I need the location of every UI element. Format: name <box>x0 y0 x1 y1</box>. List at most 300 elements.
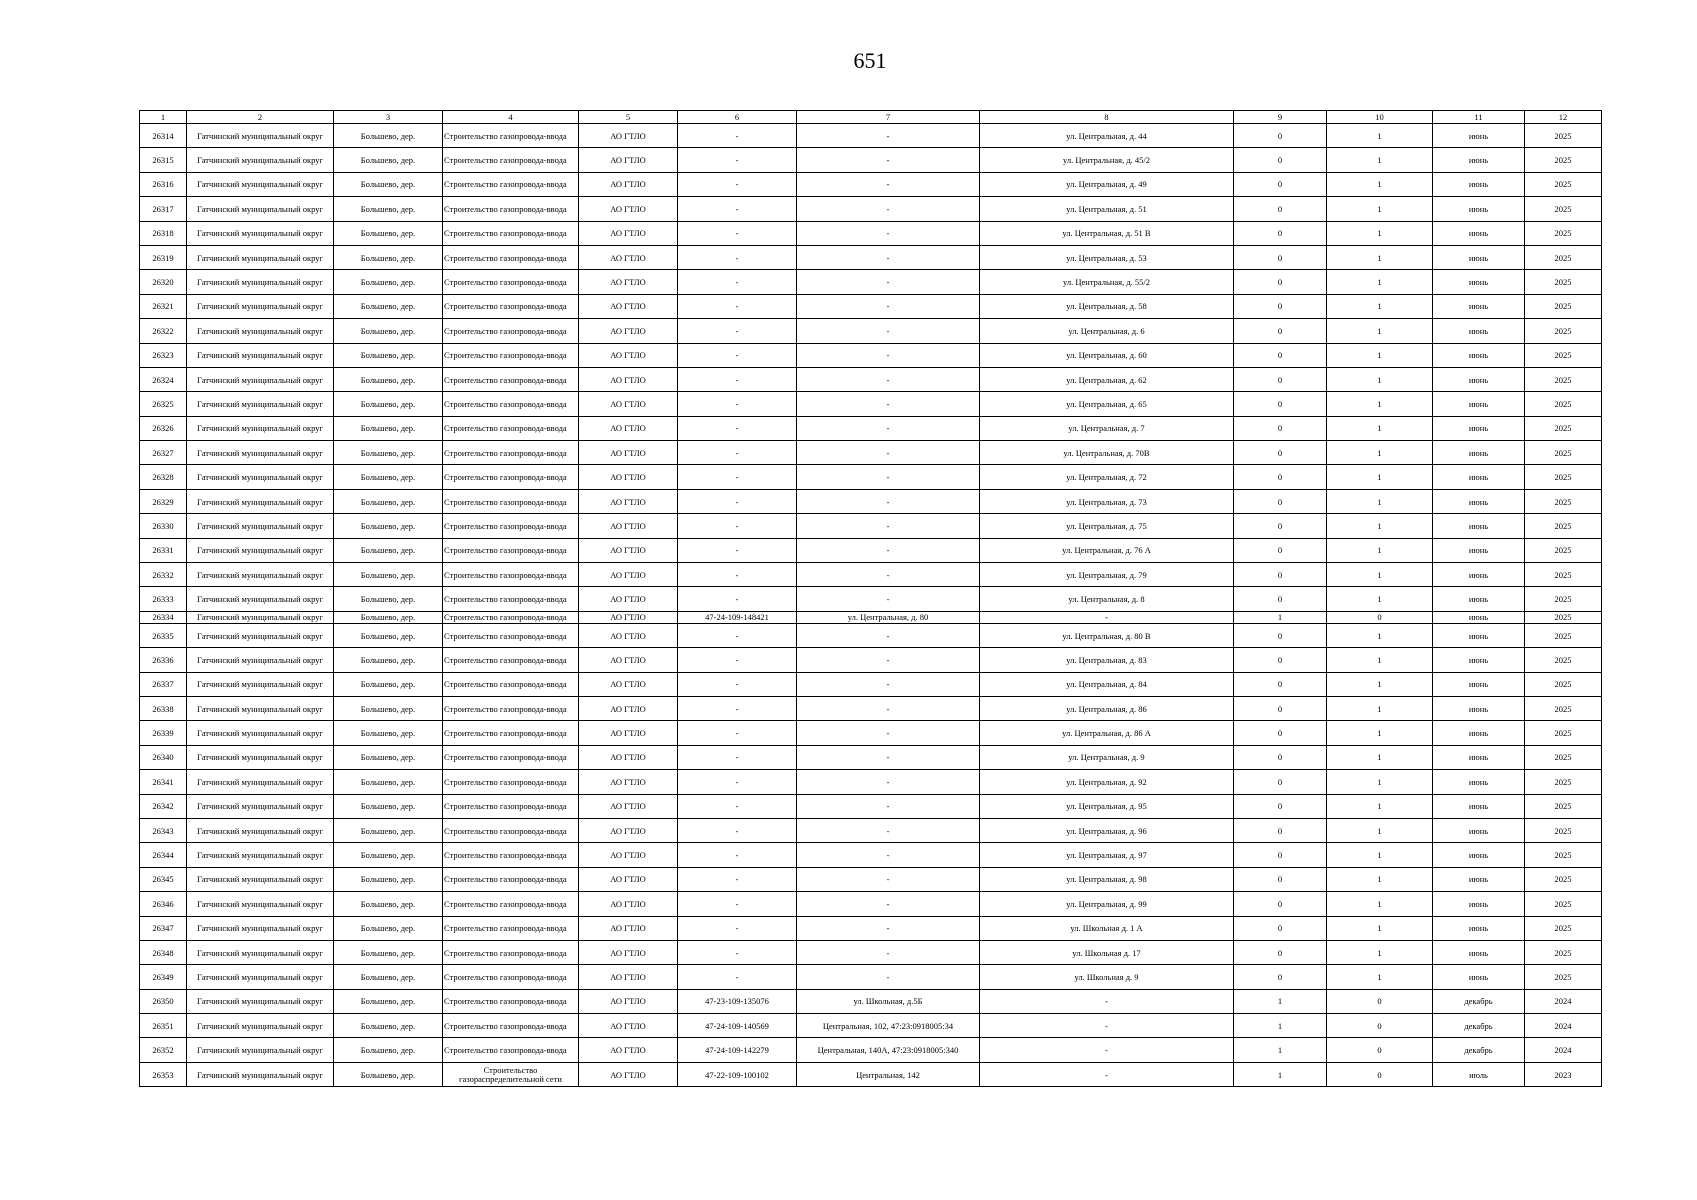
table-cell-col-12: 2025 <box>1525 319 1602 343</box>
table-cell-col-2: Гатчинский муниципальный округ <box>187 721 334 745</box>
table-cell-col-3: Большево, дер. <box>334 1038 443 1062</box>
table-cell-col-5: АО ГТЛО <box>579 623 678 647</box>
table-cell-col-2: Гатчинский муниципальный округ <box>187 1062 334 1086</box>
table-cell-col-11: июнь <box>1433 770 1525 794</box>
table-cell-col-10: 1 <box>1327 721 1433 745</box>
table-row <box>140 916 1602 940</box>
table-cell-col-7: - <box>797 940 980 964</box>
table-cell-col-3: Большево, дер. <box>334 465 443 489</box>
table-cell-col-3: Большево, дер. <box>334 843 443 867</box>
table-cell-col-3: Большево, дер. <box>334 270 443 294</box>
table-cell-col-11: июнь <box>1433 696 1525 720</box>
table-cell-col-5: АО ГТЛО <box>579 221 678 245</box>
table-cell-col-10: 1 <box>1327 587 1433 611</box>
table-cell-col-7: Центральная, 142 <box>797 1062 980 1086</box>
table-cell-col-5: АО ГТЛО <box>579 416 678 440</box>
table-cell-col-3: Большево, дер. <box>334 319 443 343</box>
table-cell-col-5: АО ГТЛО <box>579 867 678 891</box>
table-cell-col-2: Гатчинский муниципальный округ <box>187 587 334 611</box>
table-row <box>140 989 1602 1013</box>
table-cell-col-12: 2025 <box>1525 563 1602 587</box>
table-cell-col-7: - <box>797 343 980 367</box>
table-cell-col-3: Большево, дер. <box>334 245 443 269</box>
table-cell-col-8: ул. Центральная, д. 44 <box>980 124 1234 148</box>
table-cell-col-1: 26342 <box>140 794 187 818</box>
table-cell-col-8: ул. Центральная, д. 97 <box>980 843 1234 867</box>
table-cell-col-10: 1 <box>1327 648 1433 672</box>
table-cell-col-11: июнь <box>1433 367 1525 391</box>
table-cell-col-4: Строительство газопровода-ввода <box>443 989 579 1013</box>
table-cell-col-3: Большево, дер. <box>334 489 443 513</box>
table-cell-col-3: Большево, дер. <box>334 696 443 720</box>
table-cell-col-1: 26349 <box>140 965 187 989</box>
table-cell-col-1: 26325 <box>140 392 187 416</box>
table-cell-col-1: 26336 <box>140 648 187 672</box>
table-cell-col-4: Строительство газопровода-ввода <box>443 270 579 294</box>
table-cell-col-12: 2025 <box>1525 465 1602 489</box>
table-cell-col-6: - <box>678 270 797 294</box>
table-cell-col-11: июнь <box>1433 794 1525 818</box>
table-cell-col-3: Большево, дер. <box>334 611 443 623</box>
table-cell-col-6: - <box>678 916 797 940</box>
table-cell-col-4: Строительство газопровода-ввода <box>443 441 579 465</box>
table-cell-col-10: 1 <box>1327 270 1433 294</box>
table-cell-col-6: - <box>678 514 797 538</box>
table-cell-col-6: - <box>678 441 797 465</box>
table-cell-col-7: - <box>797 794 980 818</box>
table-cell-col-11: июнь <box>1433 843 1525 867</box>
table-cell-col-12: 2025 <box>1525 392 1602 416</box>
table-cell-col-5: АО ГТЛО <box>579 441 678 465</box>
table-cell-col-9: 0 <box>1234 367 1327 391</box>
table-cell-col-3: Большево, дер. <box>334 294 443 318</box>
table-cell-col-1: 26320 <box>140 270 187 294</box>
table-row <box>140 623 1602 647</box>
table-cell-col-12: 2025 <box>1525 648 1602 672</box>
table-cell-col-7: Центральная, 140А, 47:23:0918005:340 <box>797 1038 980 1062</box>
table-cell-col-10: 1 <box>1327 940 1433 964</box>
table-cell-col-10: 1 <box>1327 465 1433 489</box>
table-cell-col-3: Большево, дер. <box>334 794 443 818</box>
column-header-5: 5 <box>579 111 678 124</box>
table-cell-col-10: 1 <box>1327 770 1433 794</box>
table-cell-col-7: - <box>797 696 980 720</box>
table-cell-col-9: 1 <box>1234 989 1327 1013</box>
table-cell-col-10: 1 <box>1327 843 1433 867</box>
table-cell-col-12: 2025 <box>1525 623 1602 647</box>
table-cell-col-2: Гатчинский муниципальный округ <box>187 794 334 818</box>
table-cell-col-5: АО ГТЛО <box>579 392 678 416</box>
table-cell-col-3: Большево, дер. <box>334 172 443 196</box>
table-cell-col-11: июнь <box>1433 563 1525 587</box>
table-cell-col-1: 26324 <box>140 367 187 391</box>
table-cell-col-7: - <box>797 965 980 989</box>
table-cell-col-2: Гатчинский муниципальный округ <box>187 623 334 647</box>
table-cell-col-2: Гатчинский муниципальный округ <box>187 1038 334 1062</box>
table-cell-col-11: июнь <box>1433 221 1525 245</box>
table-cell-col-4: Строительство газопровода-ввода <box>443 148 579 172</box>
table-cell-col-12: 2025 <box>1525 611 1602 623</box>
table-cell-col-12: 2025 <box>1525 843 1602 867</box>
table-cell-col-9: 0 <box>1234 172 1327 196</box>
table-cell-col-10: 1 <box>1327 441 1433 465</box>
table-cell-col-2: Гатчинский муниципальный округ <box>187 172 334 196</box>
table-cell-col-12: 2024 <box>1525 1038 1602 1062</box>
table-cell-col-10: 1 <box>1327 623 1433 647</box>
table-cell-col-4: Строительство газопровода-ввода <box>443 294 579 318</box>
table-cell-col-7: - <box>797 563 980 587</box>
table-cell-col-6: - <box>678 672 797 696</box>
table-cell-col-3: Большево, дер. <box>334 892 443 916</box>
table-cell-col-8: ул. Центральная, д. 8 <box>980 587 1234 611</box>
table-cell-col-2: Гатчинский муниципальный округ <box>187 770 334 794</box>
table-cell-col-8: ул. Центральная, д. 53 <box>980 245 1234 269</box>
table-cell-col-6: - <box>678 843 797 867</box>
column-header-1: 1 <box>140 111 187 124</box>
table-cell-col-4: Строительство газопровода-ввода <box>443 965 579 989</box>
table-cell-col-11: июнь <box>1433 172 1525 196</box>
table-cell-col-1: 26335 <box>140 623 187 647</box>
table-cell-col-9: 0 <box>1234 794 1327 818</box>
table-cell-col-2: Гатчинский муниципальный округ <box>187 514 334 538</box>
table-row <box>140 245 1602 269</box>
table-cell-col-2: Гатчинский муниципальный округ <box>187 538 334 562</box>
table-cell-col-6: - <box>678 197 797 221</box>
table-cell-col-3: Большево, дер. <box>334 221 443 245</box>
table-cell-col-4: Строительство газопровода-ввода <box>443 1038 579 1062</box>
table-cell-col-9: 0 <box>1234 416 1327 440</box>
table-cell-col-9: 1 <box>1234 1014 1327 1038</box>
table-cell-col-11: июнь <box>1433 148 1525 172</box>
table-cell-col-8: ул. Центральная, д. 72 <box>980 465 1234 489</box>
table-cell-col-9: 0 <box>1234 892 1327 916</box>
column-header-9: 9 <box>1234 111 1327 124</box>
table-cell-col-9: 0 <box>1234 672 1327 696</box>
table-cell-col-11: декабрь <box>1433 989 1525 1013</box>
table-cell-col-3: Большево, дер. <box>334 538 443 562</box>
table-cell-col-4: Строительство газопровода-ввода <box>443 587 579 611</box>
table-row <box>140 270 1602 294</box>
table-cell-col-8: ул. Центральная, д. 51 В <box>980 221 1234 245</box>
table-cell-col-7: - <box>797 319 980 343</box>
table-cell-col-7: - <box>797 892 980 916</box>
table-cell-col-2: Гатчинский муниципальный округ <box>187 416 334 440</box>
table-cell-col-5: АО ГТЛО <box>579 940 678 964</box>
table-cell-col-6: - <box>678 124 797 148</box>
table-cell-col-7: - <box>797 197 980 221</box>
table-cell-col-11: июнь <box>1433 940 1525 964</box>
table-cell-col-9: 0 <box>1234 465 1327 489</box>
table-cell-col-9: 0 <box>1234 245 1327 269</box>
table-cell-col-11: июнь <box>1433 416 1525 440</box>
table-row <box>140 514 1602 538</box>
table-cell-col-4: Строительство газопровода-ввода <box>443 538 579 562</box>
table-cell-col-11: июнь <box>1433 270 1525 294</box>
table-cell-col-9: 0 <box>1234 696 1327 720</box>
table-cell-col-9: 1 <box>1234 611 1327 623</box>
table-cell-col-5: АО ГТЛО <box>579 465 678 489</box>
table-cell-col-12: 2025 <box>1525 343 1602 367</box>
table-row <box>140 1062 1602 1086</box>
table-cell-col-10: 1 <box>1327 392 1433 416</box>
table-cell-col-3: Большево, дер. <box>334 587 443 611</box>
table-row <box>140 319 1602 343</box>
table-cell-col-8: ул. Центральная, д. 84 <box>980 672 1234 696</box>
table-cell-col-7: - <box>797 867 980 891</box>
table-cell-col-1: 26338 <box>140 696 187 720</box>
table-cell-col-1: 26343 <box>140 818 187 842</box>
table-cell-col-5: АО ГТЛО <box>579 172 678 196</box>
table-cell-col-7: - <box>797 270 980 294</box>
table-cell-col-1: 26318 <box>140 221 187 245</box>
table-cell-col-9: 0 <box>1234 563 1327 587</box>
table-cell-col-4: Строительство газопровода-ввода <box>443 843 579 867</box>
table-cell-col-6: - <box>678 489 797 513</box>
table-cell-col-7: - <box>797 294 980 318</box>
table-cell-col-2: Гатчинский муниципальный округ <box>187 818 334 842</box>
table-cell-col-6: 47-24-109-142279 <box>678 1038 797 1062</box>
table-cell-col-10: 1 <box>1327 818 1433 842</box>
table-cell-col-4: Строительство газопровода-ввода <box>443 1014 579 1038</box>
table-cell-col-11: июнь <box>1433 489 1525 513</box>
table-cell-col-4: Строительство газопровода-ввода <box>443 745 579 769</box>
table-cell-col-6: - <box>678 587 797 611</box>
table-cell-col-5: АО ГТЛО <box>579 794 678 818</box>
table-cell-col-4: Строительство газопровода-ввода <box>443 489 579 513</box>
table-cell-col-10: 1 <box>1327 514 1433 538</box>
table-cell-col-2: Гатчинский муниципальный округ <box>187 696 334 720</box>
table-cell-col-2: Гатчинский муниципальный округ <box>187 892 334 916</box>
table-cell-col-6: - <box>678 343 797 367</box>
table-row <box>140 696 1602 720</box>
table-cell-col-11: июнь <box>1433 441 1525 465</box>
table-cell-col-9: 0 <box>1234 124 1327 148</box>
table-cell-col-10: 0 <box>1327 611 1433 623</box>
table-row <box>140 124 1602 148</box>
table-row <box>140 221 1602 245</box>
table-cell-col-12: 2025 <box>1525 441 1602 465</box>
table-row <box>140 465 1602 489</box>
table-cell-col-1: 26332 <box>140 563 187 587</box>
table-cell-col-8: ул. Центральная, д. 83 <box>980 648 1234 672</box>
table-cell-col-1: 26317 <box>140 197 187 221</box>
table-cell-col-1: 26327 <box>140 441 187 465</box>
table-cell-col-8: - <box>980 1062 1234 1086</box>
table-cell-col-11: июнь <box>1433 611 1525 623</box>
table-cell-col-12: 2025 <box>1525 892 1602 916</box>
table-cell-col-10: 1 <box>1327 489 1433 513</box>
table-cell-col-2: Гатчинский муниципальный округ <box>187 294 334 318</box>
table-cell-col-4: Строительство газопровода-ввода <box>443 514 579 538</box>
table-cell-col-2: Гатчинский муниципальный округ <box>187 648 334 672</box>
table-cell-col-6: 47-22-109-100102 <box>678 1062 797 1086</box>
table-cell-col-10: 1 <box>1327 294 1433 318</box>
table-cell-col-12: 2025 <box>1525 965 1602 989</box>
table-cell-col-8: ул. Школьная д. 1 А <box>980 916 1234 940</box>
table-row <box>140 1014 1602 1038</box>
table-cell-col-11: июнь <box>1433 672 1525 696</box>
table-cell-col-10: 0 <box>1327 1038 1433 1062</box>
table-cell-col-8: ул. Центральная, д. 86 <box>980 696 1234 720</box>
table-cell-col-11: декабрь <box>1433 1014 1525 1038</box>
table-cell-col-9: 0 <box>1234 538 1327 562</box>
table-cell-col-4: Строительство газораспределительной сети <box>443 1062 579 1086</box>
table-cell-col-4: Строительство газопровода-ввода <box>443 563 579 587</box>
table-row <box>140 843 1602 867</box>
table-cell-col-2: Гатчинский муниципальный округ <box>187 221 334 245</box>
table-cell-col-8: ул. Центральная, д. 51 <box>980 197 1234 221</box>
table-cell-col-12: 2025 <box>1525 148 1602 172</box>
table-cell-col-4: Строительство газопровода-ввода <box>443 416 579 440</box>
table-cell-col-10: 1 <box>1327 892 1433 916</box>
table-row <box>140 172 1602 196</box>
table-cell-col-12: 2025 <box>1525 770 1602 794</box>
table-cell-col-6: - <box>678 745 797 769</box>
table-cell-col-9: 0 <box>1234 648 1327 672</box>
table-cell-col-8: ул. Центральная, д. 92 <box>980 770 1234 794</box>
table-cell-col-9: 0 <box>1234 745 1327 769</box>
table-cell-col-12: 2025 <box>1525 940 1602 964</box>
table-cell-col-6: - <box>678 867 797 891</box>
table-cell-col-11: июнь <box>1433 294 1525 318</box>
table-cell-col-5: АО ГТЛО <box>579 245 678 269</box>
table-cell-col-11: июнь <box>1433 319 1525 343</box>
table-cell-col-11: июль <box>1433 1062 1525 1086</box>
table-cell-col-12: 2025 <box>1525 818 1602 842</box>
table-cell-col-5: АО ГТЛО <box>579 965 678 989</box>
table-row <box>140 965 1602 989</box>
table-cell-col-12: 2025 <box>1525 489 1602 513</box>
table-cell-col-5: АО ГТЛО <box>579 319 678 343</box>
table-cell-col-5: АО ГТЛО <box>579 745 678 769</box>
table-row <box>140 721 1602 745</box>
table-cell-col-10: 1 <box>1327 672 1433 696</box>
table-cell-col-3: Большево, дер. <box>334 514 443 538</box>
table-cell-col-3: Большево, дер. <box>334 197 443 221</box>
table-cell-col-2: Гатчинский муниципальный округ <box>187 940 334 964</box>
table-row <box>140 818 1602 842</box>
table-cell-col-9: 0 <box>1234 623 1327 647</box>
table-cell-col-7: - <box>797 672 980 696</box>
table-cell-col-1: 26351 <box>140 1014 187 1038</box>
table-cell-col-6: - <box>678 770 797 794</box>
table-cell-col-4: Строительство газопровода-ввода <box>443 672 579 696</box>
table-cell-col-12: 2024 <box>1525 1014 1602 1038</box>
table-cell-col-3: Большево, дер. <box>334 148 443 172</box>
table-cell-col-2: Гатчинский муниципальный округ <box>187 745 334 769</box>
table-cell-col-7: - <box>797 587 980 611</box>
table-cell-col-9: 0 <box>1234 197 1327 221</box>
column-header-8: 8 <box>980 111 1234 124</box>
table-cell-col-3: Большево, дер. <box>334 965 443 989</box>
table-cell-col-8: - <box>980 1014 1234 1038</box>
table-cell-col-11: июнь <box>1433 892 1525 916</box>
table-cell-col-8: ул. Центральная, д. 79 <box>980 563 1234 587</box>
table-cell-col-6: - <box>678 794 797 818</box>
table-cell-col-1: 26319 <box>140 245 187 269</box>
table-cell-col-11: июнь <box>1433 538 1525 562</box>
table-cell-col-1: 26339 <box>140 721 187 745</box>
table-cell-col-9: 0 <box>1234 392 1327 416</box>
table-cell-col-7: - <box>797 441 980 465</box>
table-cell-col-11: июнь <box>1433 343 1525 367</box>
table-cell-col-5: АО ГТЛО <box>579 721 678 745</box>
table-cell-col-10: 1 <box>1327 538 1433 562</box>
table-cell-col-3: Большево, дер. <box>334 818 443 842</box>
table-cell-col-1: 26345 <box>140 867 187 891</box>
table-cell-col-10: 1 <box>1327 197 1433 221</box>
table-cell-col-5: АО ГТЛО <box>579 611 678 623</box>
table-cell-col-1: 26330 <box>140 514 187 538</box>
table-cell-col-7: - <box>797 745 980 769</box>
table-cell-col-12: 2025 <box>1525 672 1602 696</box>
table-cell-col-8: ул. Центральная, д. 73 <box>980 489 1234 513</box>
table-cell-col-5: АО ГТЛО <box>579 1014 678 1038</box>
table-cell-col-9: 0 <box>1234 441 1327 465</box>
table-cell-col-8: ул. Центральная, д. 76 А <box>980 538 1234 562</box>
table-row <box>140 648 1602 672</box>
table-cell-col-8: - <box>980 611 1234 623</box>
table-cell-col-8: ул. Центральная, д. 55/2 <box>980 270 1234 294</box>
table-cell-col-4: Строительство газопровода-ввода <box>443 124 579 148</box>
table-cell-col-3: Большево, дер. <box>334 623 443 647</box>
table-cell-col-2: Гатчинский муниципальный округ <box>187 441 334 465</box>
table-cell-col-12: 2025 <box>1525 197 1602 221</box>
table-cell-col-9: 0 <box>1234 514 1327 538</box>
table-row <box>140 867 1602 891</box>
table-cell-col-11: июнь <box>1433 124 1525 148</box>
table-cell-col-4: Строительство газопровода-ввода <box>443 721 579 745</box>
table-row <box>140 611 1602 623</box>
table-cell-col-2: Гатчинский муниципальный округ <box>187 489 334 513</box>
table-cell-col-5: АО ГТЛО <box>579 672 678 696</box>
table-cell-col-6: - <box>678 367 797 391</box>
table-cell-col-2: Гатчинский муниципальный округ <box>187 672 334 696</box>
table-cell-col-11: июнь <box>1433 648 1525 672</box>
table-cell-col-10: 1 <box>1327 367 1433 391</box>
table-cell-col-9: 0 <box>1234 319 1327 343</box>
table-cell-col-5: АО ГТЛО <box>579 294 678 318</box>
table-cell-col-7: Центральная, 102, 47:23:0918005:34 <box>797 1014 980 1038</box>
table-cell-col-4: Строительство газопровода-ввода <box>443 172 579 196</box>
table-cell-col-12: 2025 <box>1525 538 1602 562</box>
table-cell-col-7: - <box>797 916 980 940</box>
table-cell-col-11: июнь <box>1433 514 1525 538</box>
table-cell-col-10: 1 <box>1327 696 1433 720</box>
table-cell-col-2: Гатчинский муниципальный округ <box>187 367 334 391</box>
table-cell-col-6: - <box>678 563 797 587</box>
table-cell-col-7: - <box>797 514 980 538</box>
table-cell-col-8: ул. Центральная, д. 80 В <box>980 623 1234 647</box>
table-cell-col-6: - <box>678 940 797 964</box>
table-cell-col-8: ул. Школьная д. 9 <box>980 965 1234 989</box>
table-cell-col-8: ул. Центральная, д. 86 А <box>980 721 1234 745</box>
table-cell-col-2: Гатчинский муниципальный округ <box>187 392 334 416</box>
table-cell-col-12: 2025 <box>1525 587 1602 611</box>
table-cell-col-9: 0 <box>1234 294 1327 318</box>
table-cell-col-3: Большево, дер. <box>334 416 443 440</box>
table-cell-col-10: 1 <box>1327 867 1433 891</box>
table-cell-col-7: - <box>797 172 980 196</box>
table-cell-col-9: 0 <box>1234 843 1327 867</box>
table-cell-col-10: 0 <box>1327 1062 1433 1086</box>
table-cell-col-10: 1 <box>1327 916 1433 940</box>
table-cell-col-6: - <box>678 818 797 842</box>
table-cell-col-2: Гатчинский муниципальный округ <box>187 245 334 269</box>
table-cell-col-6: - <box>678 965 797 989</box>
table-cell-col-6: - <box>678 392 797 416</box>
table-cell-col-5: АО ГТЛО <box>579 270 678 294</box>
